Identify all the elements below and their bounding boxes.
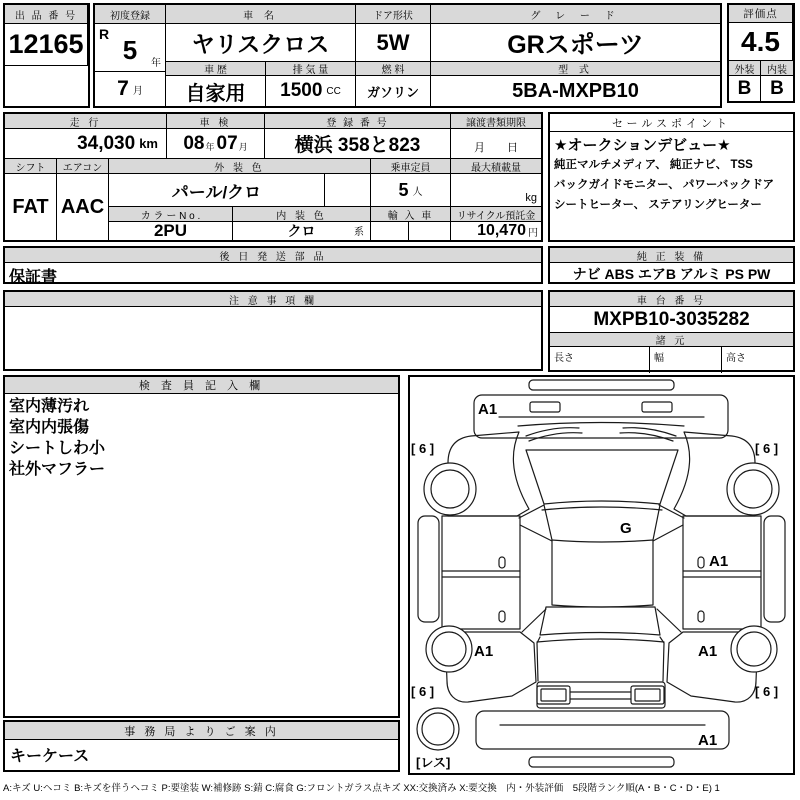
hood-vent-left: [530, 402, 560, 412]
front-bumper-strip: [529, 380, 674, 390]
sales-points-label: セールスポイント: [550, 114, 793, 132]
first-reg-month-unit: 月: [132, 85, 143, 97]
cowl-line: [518, 423, 684, 427]
history-label: 車 歴: [166, 62, 266, 76]
fuel-label: 燃 料: [356, 62, 431, 76]
door-handle: [499, 611, 505, 622]
displacement-cell: [266, 76, 356, 106]
door-shape-label: ドア形状: [356, 5, 431, 24]
first-reg-era: R: [99, 26, 110, 42]
car-name-value: ヤリスクロス: [166, 24, 356, 62]
recycle-deposit-cell: [451, 222, 541, 240]
spare-tire-mark: [レス]: [416, 755, 451, 770]
oem-equipment-label: 純 正 装 備: [550, 248, 793, 263]
mileage-value: 34,030: [77, 132, 136, 154]
inspector-note-line: シートしわ小: [9, 440, 106, 457]
inspection-month: 07: [216, 132, 238, 154]
door-handle: [698, 557, 704, 568]
legend-text: A:キズ U:ヘコミ B:キズを伴うヘコミ P:要塗装 W:補修跡 S:錆 C:腐食 G:フロントガラス点キズ XX:交換済み X:要交換 内・外装評価 5段階ランク順(A・B・C・D・E) 1: [3, 783, 720, 794]
doors-right: [683, 516, 761, 629]
score-box: [727, 3, 795, 103]
interior-grade-value: B: [770, 77, 784, 99]
recycle-deposit-value: 10,470: [477, 222, 526, 239]
rear-window: [540, 607, 660, 635]
model-code-label: 型 式: [431, 62, 720, 76]
chassis-box: [548, 290, 795, 372]
sales-points-line: バックガイドモニター、 パワーバックドア: [554, 179, 774, 192]
specs-label: 諸 元: [550, 333, 793, 347]
door-handle: [499, 557, 505, 568]
history-value: 自家用: [166, 76, 266, 106]
color-no-label: カ ラ ー N o .: [109, 207, 233, 222]
details-box: [3, 112, 543, 242]
rear-bumper-damage-mark: A1: [698, 732, 718, 749]
office-info-label: 事 務 局 よ り ご 案 内: [5, 722, 398, 740]
lot-number-value: 12165: [5, 24, 88, 66]
first-reg-label: 初度登録: [95, 5, 166, 24]
color-no-value: 2PU: [109, 222, 233, 240]
car-name-label: 車 名: [166, 5, 356, 24]
roof-panel: [552, 540, 653, 607]
office-info-box: [3, 720, 400, 772]
hood-damage-mark: A1: [478, 401, 498, 418]
max-load-unit: kg: [451, 174, 541, 207]
sales-points-line: 純正マルチメディア、 純正ナビ、 TSS: [554, 159, 753, 171]
mileage-label: 走 行: [5, 114, 167, 129]
first-reg-month: 7: [117, 77, 129, 100]
import-car-cell-a: [371, 222, 409, 240]
a-pillar-left: [519, 505, 552, 541]
exterior-color-empty-cell: [325, 174, 371, 207]
displacement-unit: CC: [326, 85, 341, 97]
chassis-no-label: 車 台 番 号: [550, 292, 793, 307]
mileage-cell: [5, 129, 167, 159]
door-handle: [698, 611, 704, 622]
sales-points-line: シートヒーター、 ステアリングヒーター: [554, 199, 762, 212]
spec-length-label: 長さ: [550, 347, 650, 373]
door-shape-value: 5W: [356, 24, 431, 62]
import-car-label: 輸 入 車: [371, 207, 451, 222]
shift-value: FAT: [5, 174, 57, 240]
inspector-notes-label: 検 査 員 記 入 欄: [5, 377, 398, 394]
interior-color-label: 内 装 色: [233, 207, 371, 222]
fuel-value: ガソリン: [356, 76, 431, 106]
later-parts-box: [3, 246, 543, 284]
interior-color-cell: [233, 222, 371, 240]
inspector-note-line: 社外マフラー: [9, 461, 106, 478]
reg-no-value: 横浜 358と823: [265, 129, 451, 159]
right-rear-quarter-damage-mark: A1: [698, 643, 718, 660]
capacity-value: 5: [398, 179, 409, 200]
first-reg-year-cell: [95, 24, 166, 72]
vehicle-header-box: [93, 3, 722, 108]
rear-bumper: [476, 711, 729, 749]
right-front-door-damage-mark: A1: [709, 553, 729, 570]
interior-color-suffix: 系: [354, 227, 364, 238]
inspector-note-line: 室内薄汚れ: [9, 398, 90, 415]
windshield: [526, 450, 678, 504]
shift-label: シフト: [5, 159, 57, 174]
import-car-cell-b: [409, 222, 451, 240]
spec-width-label: 幅: [650, 347, 722, 373]
oem-equipment-value: ナビ ABS エアB アルミ PS PW: [572, 266, 771, 282]
aircon-value: AAC: [57, 174, 109, 240]
notes-box: [3, 290, 543, 371]
inspection-cell: [167, 129, 265, 159]
rear-left-tire-mark: [ 6 ]: [411, 684, 435, 699]
car-diagram-box: [408, 375, 795, 775]
displacement-label: 排 気 量: [266, 62, 356, 76]
office-info-value: キーケース: [10, 748, 90, 765]
exterior-grade-label: 外装: [729, 61, 761, 76]
inspection-year-unit: 年: [205, 142, 215, 152]
lot-number-label: 出 品 番 号: [5, 5, 88, 24]
chassis-no-value: MXPB10-3035282: [550, 307, 793, 333]
glass-damage-mark: G: [620, 520, 632, 537]
interior-color-value: クロ: [287, 223, 316, 239]
grade-label: グ レ ー ド: [431, 5, 720, 24]
spec-height-label: 高さ: [726, 353, 746, 364]
wiper-left: [526, 428, 582, 441]
sales-points-headline: ★オークションデビュー★: [554, 137, 731, 154]
transfer-deadline-label: 譲渡書類期限: [451, 114, 541, 129]
rear-right-tire-mark: [ 6 ]: [755, 684, 779, 699]
left-rear-quarter-damage-mark: A1: [474, 643, 494, 660]
mileage-unit: km: [139, 136, 158, 151]
hood-vent-right: [642, 402, 672, 412]
first-reg-year-unit: 年: [151, 58, 161, 69]
lot-number-box: [3, 3, 90, 108]
sales-points-box: [548, 112, 795, 242]
capacity-label: 乗車定員: [371, 159, 451, 174]
transfer-deadline-value: 月 日: [451, 129, 541, 159]
later-parts-label: 後 日 発 送 部 品: [5, 248, 541, 263]
exterior-color-label: 外 装 色: [109, 159, 371, 174]
rear-bumper-strip: [529, 757, 674, 767]
doors-left: [442, 516, 520, 629]
reg-no-label: 登 録 番 号: [265, 114, 451, 129]
aircon-label: エアコン: [57, 159, 109, 174]
score-label: 評価点: [729, 5, 793, 23]
wiper-right: [620, 428, 676, 441]
notes-label: 注 意 事 項 欄: [5, 292, 541, 307]
recycle-deposit-unit: 円: [528, 227, 538, 239]
score-value: 4.5: [729, 23, 793, 61]
exterior-grade-value: B: [729, 76, 761, 101]
inspection-year: 08: [183, 132, 205, 154]
rocker-panel-left: [418, 516, 439, 622]
notes-value: [5, 307, 541, 311]
exterior-color-value: パール/クロ: [109, 174, 325, 207]
first-reg-year: 5: [122, 35, 138, 65]
inspector-note-line: 室内内張傷: [9, 419, 90, 436]
inspection-label: 車 検: [167, 114, 265, 129]
inspection-month-unit: 月: [238, 142, 248, 152]
a-pillar-right: [653, 505, 684, 541]
first-reg-month-cell: [95, 72, 166, 106]
later-parts-value: 保証書: [9, 269, 58, 286]
capacity-unit: 人: [412, 186, 423, 198]
front-left-tire-mark: [ 6 ]: [411, 441, 435, 456]
car-diagram: [410, 377, 793, 773]
lot-number-empty-cell: [5, 66, 88, 106]
grade-value: GRスポーツ: [431, 24, 720, 62]
model-code-value: 5BA-MXPB10: [512, 79, 639, 102]
recycle-deposit-label: リサイクル預託金: [451, 207, 541, 222]
capacity-cell: [371, 174, 451, 207]
oem-equipment-box: [548, 246, 795, 284]
inspector-notes-box: [3, 375, 400, 718]
interior-grade-label: 内装: [761, 61, 793, 76]
front-right-tire-mark: [ 6 ]: [755, 441, 779, 456]
displacement-value: 1500: [280, 80, 323, 101]
max-load-label: 最大積載量: [451, 159, 541, 174]
rocker-panel-right: [764, 516, 785, 622]
